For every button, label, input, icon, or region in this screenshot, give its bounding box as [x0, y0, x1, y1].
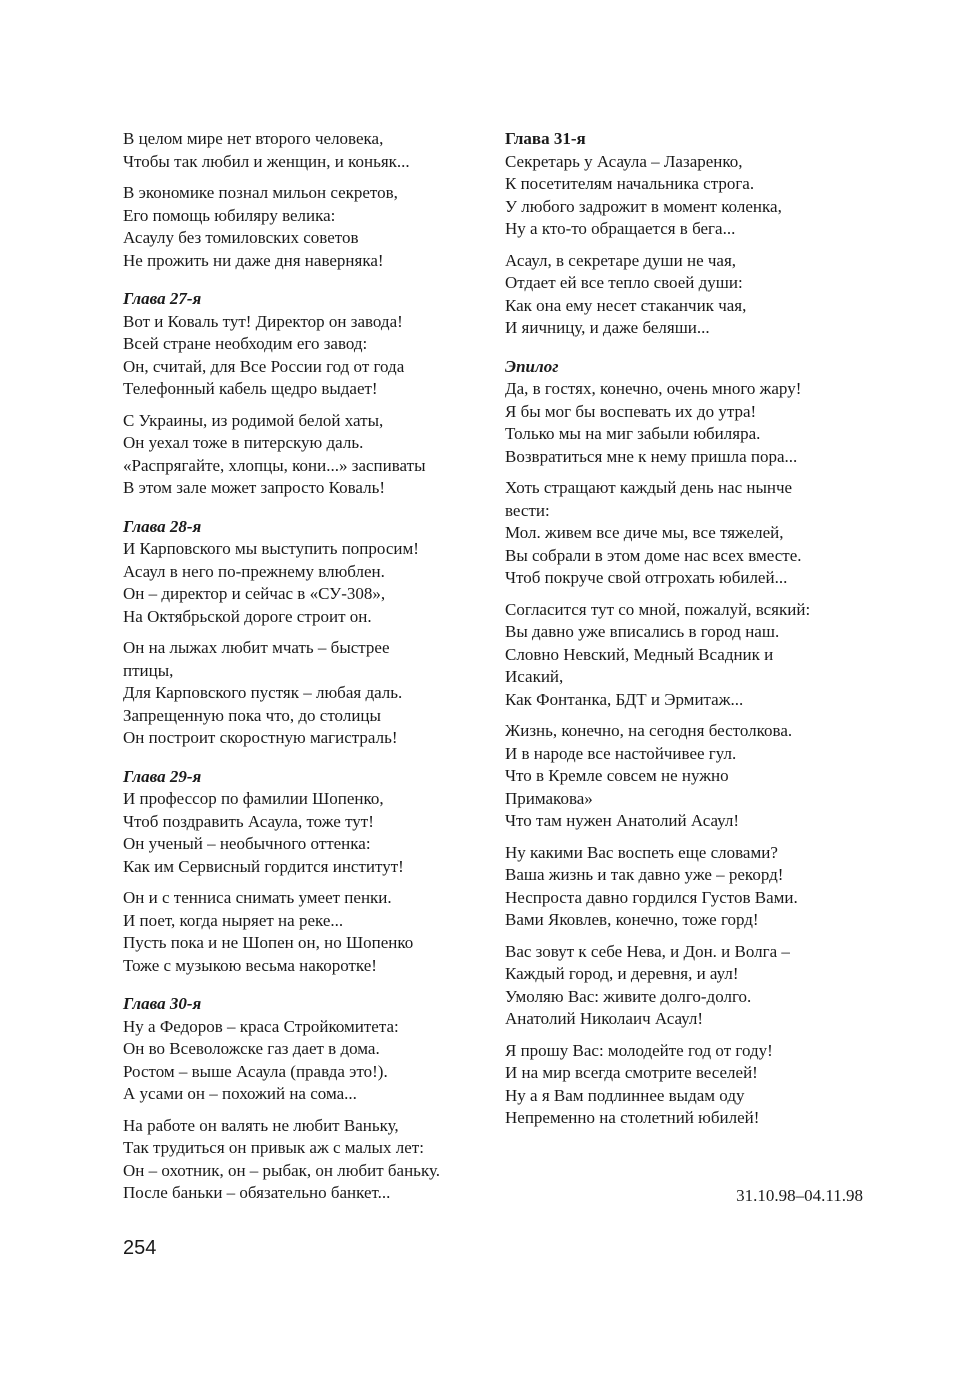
verse-line: Что там нужен Анатолий Асаул! — [505, 811, 740, 830]
verse-line: Ну а я Вам подлиннее выдам оду — [505, 1085, 745, 1105]
stanza — [505, 599, 875, 712]
verse-line: Как им Сервисный гордится институт! — [123, 856, 404, 876]
verse-line: Вот и Коваль тут! Директор он завода! — [123, 311, 403, 331]
verse-line: Ну а кто-то обращается в бега... — [505, 219, 736, 238]
stanza — [123, 1016, 493, 1106]
verse-line: И поет, когда ныряет на реке... — [123, 910, 344, 930]
stanza — [505, 378, 875, 468]
chapter-heading: Глава 28-я — [123, 516, 202, 536]
verse-line: Его помощь юбиляру велика: — [123, 205, 336, 225]
verse-line: И Карповского мы выступить попросим! — [123, 539, 419, 558]
stanza — [123, 788, 493, 878]
verse-line: Непременно на столетний юбилей! — [505, 1108, 760, 1127]
verse-line: Чтоб поздравить Асаула, тоже тут! — [123, 811, 374, 831]
verse-line: Что в Кремле совсем не нужно — [505, 766, 729, 785]
stanza — [505, 842, 875, 932]
verse-line: Он – директор и сейчас в «СУ-308», — [123, 584, 386, 603]
verse-line: Он и с тенниса снимать умеет пенки. — [123, 888, 392, 907]
verse-line: Он – охотник, он – рыбак, он любит баньку. — [123, 1160, 441, 1180]
verse-line: Асаул в него по-прежнему влюблен. — [123, 561, 385, 581]
verse-line: Он ученый – необычного оттенка: — [123, 834, 371, 853]
poem-date: 31.10.98–04.11.98 — [736, 1186, 863, 1205]
verse-line: С Украины, из родимой белой хаты, — [123, 410, 384, 430]
verse-line: Запрещенную пока что, до столицы — [123, 705, 381, 725]
verse-line: Исакий, — [505, 667, 564, 686]
verse-line: Вами Яковлев, конечно, тоже горд! — [505, 910, 759, 929]
verse-line: Для Карповского пустяк – любая даль. — [123, 683, 403, 702]
verse-line: Всей стране необходим его завод: — [123, 334, 368, 353]
verse-line: Словно Невский, Медный Всадник и — [505, 644, 774, 664]
verse-line: Он на лыжах любит мчать – быстрее — [123, 638, 390, 657]
verse-line: Я прошу Вас: молодейте год от году! — [505, 1040, 773, 1060]
verse-line: Он, считай, для Все России год от года — [123, 356, 405, 376]
verse-line: На Октябрьской дороге строит он. — [123, 606, 372, 626]
verse-line: И на мир всегда смотрите веселей! — [505, 1063, 758, 1082]
verse-line: Он построит скоростную магистраль! — [123, 728, 398, 747]
verse-line: Умоляю Вас: живите долго-долго. — [505, 986, 752, 1006]
verse-line: Ну а Федоров – краса Стройкомитета: — [123, 1016, 399, 1036]
verse-line: Да, в гостях, конечно, очень много жару! — [505, 379, 802, 398]
verse-line: вести: — [505, 500, 550, 520]
verse-line: Каждый город, и деревня, и аул! — [505, 964, 739, 983]
verse-line: Я бы мог бы воспевать их до утра! — [505, 401, 757, 421]
verse-line: Вас зовут к себе Нева, и Дон. и Волга – — [505, 941, 790, 961]
verse-line: А усами он – похожий на сома... — [123, 1084, 357, 1103]
chapter-heading: Глава 31-я — [505, 129, 586, 148]
verse-line: И яичницу, и даже беляши... — [505, 318, 710, 337]
stanza — [505, 1040, 875, 1130]
stanza — [123, 1115, 493, 1205]
stanza — [505, 477, 875, 590]
verse-line: Вы давно уже вписались в город наш. — [505, 622, 780, 641]
verse-line: В экономике познал мильон секретов, — [123, 183, 398, 202]
verse-line: После баньки – обязательно банкет... — [123, 1183, 391, 1202]
chapter-heading: Глава 30-я — [123, 994, 202, 1013]
page-number: 254 — [123, 1237, 157, 1259]
verse-line: И в народе все настойчивее гул. — [505, 743, 737, 763]
verse-line: К посетителям начальника строга. — [505, 174, 755, 193]
stanza — [123, 182, 493, 272]
verse-line: Тоже с музыкою весьма накоротке! — [123, 955, 377, 975]
stanza — [123, 311, 493, 401]
verse-line: Отдает ей все тепло своей души: — [505, 273, 743, 292]
stanza — [123, 637, 493, 750]
stanza — [505, 720, 875, 833]
verse-line: На работе он валять не любит Ваньку, — [123, 1115, 399, 1135]
verse-line: Телефонный кабель щедро выдает! — [123, 379, 378, 398]
verse-line: Мол. живем все диче мы, все тяжелей, — [505, 523, 784, 542]
right-column — [505, 128, 875, 1139]
verse-line: Как Фонтанка, БДТ и Эрмитаж... — [505, 689, 744, 709]
stanza — [123, 410, 493, 500]
verse-line: В целом мире нет второго человека, — [123, 129, 384, 148]
verse-line: Асаул, в секретаре души не чая, — [505, 250, 737, 270]
verse-line: Чтобы так любил и женщин, и коньяк... — [123, 151, 410, 171]
verse-line: Только мы на миг забыли юбиляра. — [505, 424, 761, 443]
verse-line: Анатолий Николаич Асаул! — [505, 1009, 704, 1028]
verse-line: В этом зале может запросто Коваль! — [123, 478, 385, 497]
stanza — [123, 887, 493, 977]
verse-line: Неспроста давно гордился Густов Вами. — [505, 887, 798, 907]
verse-line: Чтоб покруче свой отгрохать юбилей... — [505, 568, 788, 587]
verse-line: Он во Всеволожске газ дает в дома. — [123, 1039, 380, 1058]
verse-line: Секретарь у Асаула – Лазаренко, — [505, 151, 743, 171]
verse-line: Возвратиться мне к нему пришла пора... — [505, 446, 798, 466]
verse-line: «Распрягайте, хлопцы, кони...» заспиваты — [123, 455, 426, 475]
verse-line: Ваша жизнь и так давно уже – рекорд! — [505, 865, 784, 884]
stanza — [123, 538, 493, 628]
stanza — [505, 941, 875, 1031]
verse-line: Пусть пока и не Шопен он, но Шопенко — [123, 933, 414, 952]
verse-line: Ростом – выше Асаула (правда это!). — [123, 1061, 388, 1081]
verse-line: И профессор по фамилии Шопенко, — [123, 789, 384, 808]
verse-line: У любого задрожит в момент коленка, — [505, 196, 782, 216]
verse-line: птицы, — [123, 660, 174, 680]
stanza — [505, 151, 875, 241]
verse-line: Жизнь, конечно, на сегодня бестолкова. — [505, 721, 793, 740]
verse-line: Согласится тут со мной, пожалуй, всякий: — [505, 599, 811, 619]
verse-line: Не прожить ни даже дня наверняка! — [123, 250, 384, 270]
chapter-heading: Эпилог — [505, 356, 559, 376]
left-column — [123, 128, 493, 1214]
chapter-heading: Глава 29-я — [123, 766, 202, 786]
verse-line: Примакова» — [505, 788, 593, 808]
verse-line: Асаулу без томиловских советов — [123, 228, 359, 247]
verse-line: Как она ему несет стаканчик чая, — [505, 295, 747, 315]
verse-line: Так трудиться он привык аж с малых лет: — [123, 1138, 424, 1157]
verse-line: Ну какими Вас воспеть еще словами? — [505, 842, 778, 862]
chapter-heading: Глава 27-я — [123, 289, 202, 308]
verse-line: Вы собрали в этом доме нас всех вместе. — [505, 545, 802, 565]
stanza — [505, 250, 875, 340]
stanza — [123, 128, 493, 173]
verse-line: Хоть стращают каждый день нас нынче — [505, 478, 793, 497]
verse-line: Он уехал тоже в питерскую даль. — [123, 433, 364, 452]
